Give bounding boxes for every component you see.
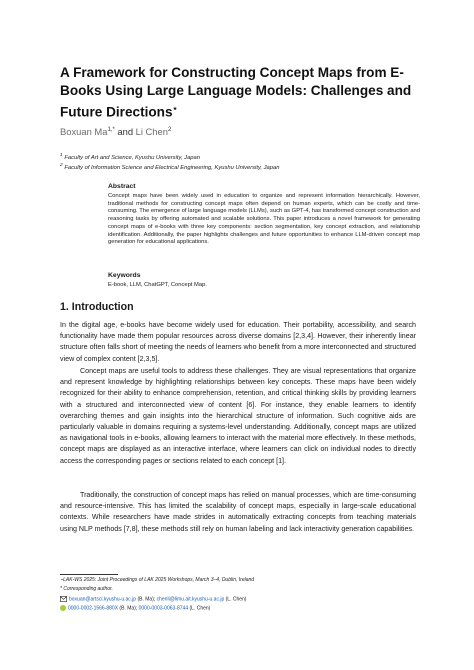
body-paragraph: In the digital age, e-books have become widely used for education. Their portability, accessibility, and search functionality have made them popular resources across diverse domains [2,3,4]. However, their inherently linear structure often falls short of meeting the needs of learners who benefit from a more interconnected and structured view of complex content [2,3,5]. <box>60 321 416 363</box>
email-link[interactable]: chenli@limu.ait.kyushu-u.ac.jp <box>156 596 225 603</box>
abstract-text: Concept maps have been widely used in education to organize and represent information hierarchically. However, traditional methods for constructing concept maps often depend on human experts, which can be costly and time-consuming. The emergence of large language models (LLMs), such as GPT-4, has transformed concept construction and reasoning tasks by offering automated and scalable solutions. This paper introduces a novel framework for generating concept maps of e-books with three key components: section segmentation, key concept extraction, and relationship identification. Additionally, the paper highlights challenges and future opportunities to enhance LLM-driven concept map generation for educational applications. <box>108 193 420 246</box>
keywords-section <box>108 272 420 288</box>
footnote-rule <box>60 574 118 575</box>
affiliation-1 <box>60 153 200 161</box>
section-heading: 1. Introduction <box>60 301 134 313</box>
footnote-emails <box>60 596 246 602</box>
body-paragraph: Traditionally, the construction of concept maps has relied on manual processes, which are time-consuming and resource-intensive. This has limited the scalability of concept maps, especially in large-scale educational contexts. While researchers have made strides in automatically extracting concepts from teaching materials using NLP methods [7,8], these methods still rely on human labeling and lack interactivity generation capabilities. <box>60 491 416 533</box>
title-text: A Framework for Constructing Concept Maps from E-Books Using Large Language Models: Challenges and Future Directions <box>60 65 412 120</box>
abstract-heading: Abstract <box>108 183 136 190</box>
affiliation-text: Faculty of Information Science and Electrical Engineering, Kyushu University, Japan <box>64 164 280 171</box>
body-paragraph: Concept maps are useful tools to address these challenges. They are visual representations that organize and represent knowledge by highlighting relationships between key concepts. These maps have been widely recognized for their ability to enhance comprehension, retention, and critical thinking skills by providing learners with a structured and interconnected view of content [6]. For instance, they enable learners to identify overarching themes and gain insights into the hierarchical structure of information. Such cognitive aids are particularly valuable in domains requiring a systems-level understanding. Additionally, concept maps are utilized as navigational tools in e-books, allowing learners to interact with the material more effectively. In these methods, concept maps are displayed as an interactive interface, where learners can click on individual nodes to directly access the corresponding pages or sections related to each concept [1]. <box>60 367 416 465</box>
email-owner: (L. Chen) <box>224 596 247 603</box>
email-owner: (B. Ma); <box>136 596 157 603</box>
paper-title <box>60 64 430 122</box>
keywords-heading: Keywords <box>108 272 141 279</box>
email-icon <box>60 596 67 602</box>
author-name: Boxuan Ma <box>60 126 108 137</box>
author-sup: 2 <box>167 126 172 133</box>
orcid-owner: (B. Ma); <box>118 605 139 612</box>
orcid-link[interactable]: 0000-0003-0063-8744 <box>138 605 189 612</box>
affiliation-text: Faculty of Art and Science, Kyushu University, Japan <box>64 154 200 161</box>
affiliation-2 <box>60 163 279 171</box>
footnote-orcids <box>60 605 210 611</box>
author-join: and <box>114 126 136 137</box>
orcid-icon <box>60 605 66 611</box>
email-link[interactable]: boxuan@artsci.kyushu-u.ac.jp <box>69 596 137 603</box>
author-name: Li Chen <box>135 126 168 137</box>
title-mark: ⋆ <box>172 104 178 113</box>
orcid-owner: (L. Chen) <box>188 605 211 612</box>
footnote-corresponding: * Corresponding author. <box>60 586 113 592</box>
affiliation-sup: 1 <box>60 153 63 158</box>
author-line <box>60 126 171 137</box>
author-sup: 1,* <box>107 126 115 133</box>
keywords-text: E-book, LLM, ChatGPT, Concept Map. <box>108 282 207 288</box>
affiliation-sup: 2 <box>60 163 63 168</box>
footnote-venue: ⋆LAK-WS 2025: Joint Proceedings of LAK 2025 Workshops, March 3–4, Dublin, Ireland <box>60 577 255 583</box>
orcid-link[interactable]: 0000-0002-1566-880X <box>68 605 119 612</box>
abstract-section <box>108 183 420 247</box>
